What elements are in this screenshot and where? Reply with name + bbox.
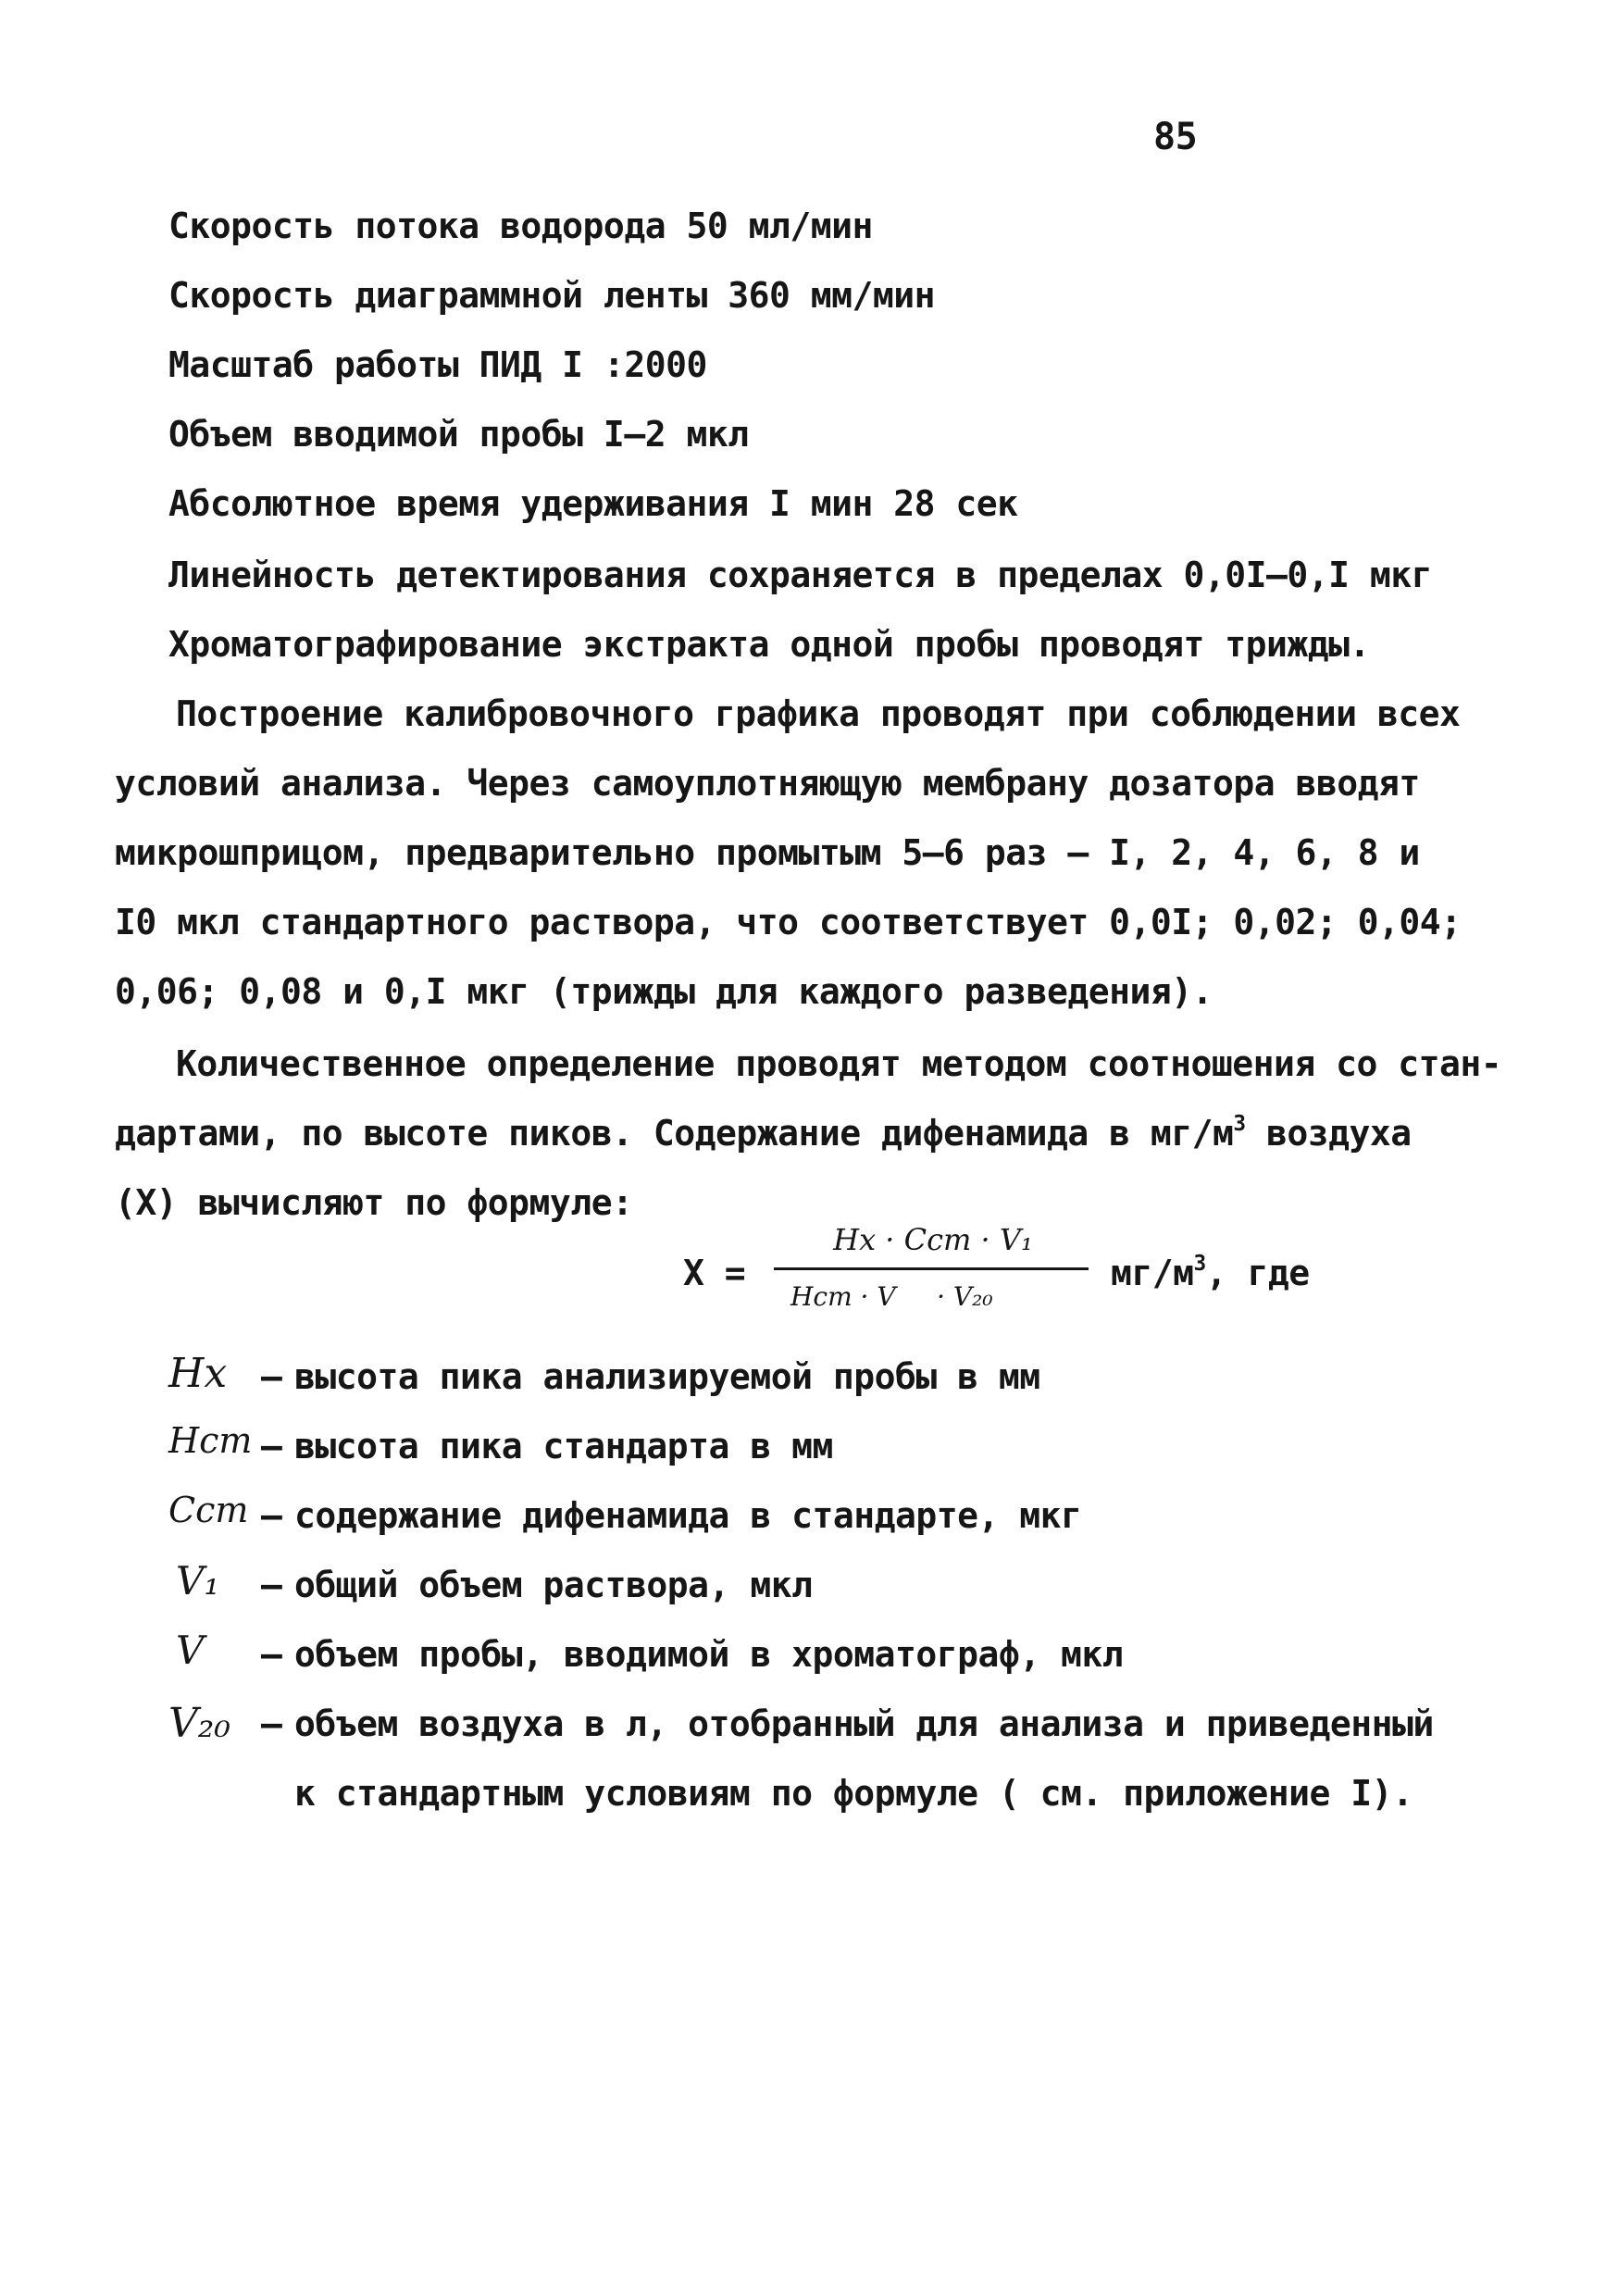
legend-text-v: объем пробы, вводимой в хроматограф, мкл [294,1634,1124,1675]
quant-line-3: (X) вычисляют по формуле: [115,1182,633,1223]
calibration-line-5: 0,06; 0,08 и 0,I мкг (трижды для каждого разведения). [115,971,1214,1012]
legend-text-v1: общий объем раствора, мкл [294,1565,813,1605]
param-chart-speed: Скорость диаграммной ленты 360 мм/мин [168,275,935,316]
formula-numerator: Hx · Cст · V₁ [833,1222,1033,1257]
formula-denominator: Hст · V · V₂₀ [790,1281,993,1312]
legend-symbol-v20: V₂₀ [168,1700,231,1747]
formula [683,1222,1350,1324]
calibration-line-1: Построение калибровочного графика проводят при соблюдении всех [176,693,1461,734]
quant-line-2 [115,1112,1412,1154]
param-hydrogen-flow: Скорость потока водорода 50 мл/мин [168,206,873,246]
legend-dash-v: – [261,1634,282,1675]
legend-text-cst: содержание дифенамида в стандарте, мкг [294,1495,1082,1536]
param-retention-time: Абсолютное время удерживания I мин 28 сек [168,483,1018,524]
quant-line-2-tail: воздуха [1245,1113,1412,1154]
legend-text-v20: объем воздуха в л, отобранный для анализа и приведенный [294,1703,1434,1744]
legend-text-hst: высота пика стандарта в мм [294,1426,833,1466]
legend-symbol-v1: V₁ [176,1558,220,1603]
fraction-bar [774,1267,1089,1270]
legend-dash-v1: – [261,1565,282,1605]
legend-dash-cst: – [261,1495,282,1536]
legend-dash-v20: – [261,1703,282,1744]
legend-symbol-hx: Hx [168,1350,228,1397]
calibration-line-3: микрошприцом, предварительно промытым 5–6 раз – I, 2, 4, 6, 8 и [115,832,1420,873]
quant-line-2-text: дартами, по высоте пиков. Содержание дифенамида в мг/м [115,1113,1234,1154]
formula-unit-text: мг/м [1111,1253,1194,1293]
legend-symbol-hst: Hст [168,1420,253,1461]
param-triplicate: Хроматографирование экстракта одной пробы проводят трижды. [168,624,1370,665]
param-fid-scale: Масштаб работы ПИД I :2000 [168,344,707,385]
legend-dash-hst: – [261,1426,282,1466]
legend-dash-hx: – [261,1356,282,1397]
quant-line-2-superscript: 3 [1233,1112,1246,1137]
param-sample-volume: Объем вводимой пробы I–2 мкл [168,414,749,455]
calibration-line-2: условий анализа. Через самоуплотняющую мембрану дозатора вводят [115,763,1420,804]
calibration-line-4: I0 мкл стандартного раствора, что соответствует 0,0I; 0,02; 0,04; [115,902,1462,942]
formula-lhs: X = [683,1253,746,1293]
page-number: 85 [1153,116,1198,158]
legend-text-hx: высота пика анализируемой пробы в мм [294,1356,1040,1397]
legend-continuation: к стандартным условиям по формуле ( см. приложение I). [294,1773,1413,1814]
legend-symbol-v: V [176,1628,205,1673]
formula-unit-superscript: 3 [1193,1252,1206,1277]
formula-unit-tail: , где [1205,1253,1310,1293]
quant-line-1: Количественное определение проводят методом соотношения со стан- [176,1043,1502,1084]
param-linearity: Линейность детектирования сохраняется в пределах 0,0I–0,I мкг [168,555,1433,595]
legend-symbol-cst: Cст [168,1490,249,1530]
formula-unit [1111,1252,1310,1293]
